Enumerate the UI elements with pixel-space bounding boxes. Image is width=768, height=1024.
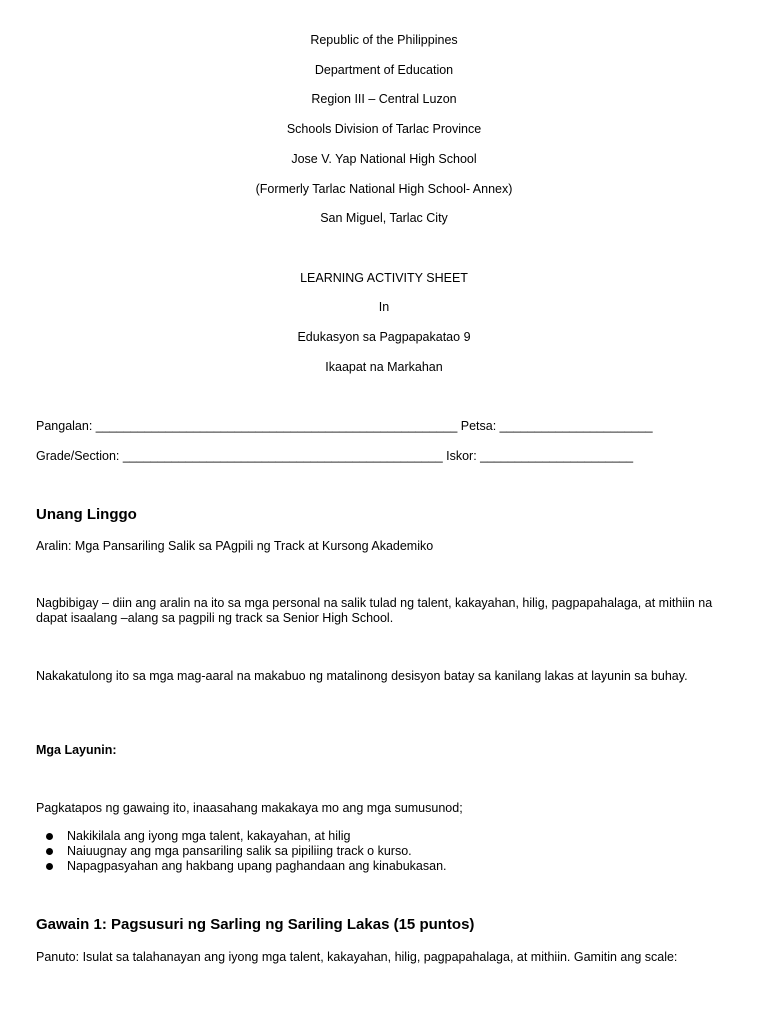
header-line-formerly: (Formerly Tarlac National High School- Annex) [255,182,513,196]
title-in: In [378,300,390,314]
list-item [36,829,447,844]
header-line-division: Schools Division of Tarlac Province [286,122,482,136]
list-item-text: Naiuugnay ang mga pansariling salik sa pipiliing track o kurso. [67,844,412,858]
paragraph-nakakatulong: Nakakatulong ito sa mga mag-aaral na makabuo ng matalinong desisyon batay sa kanilang lakas at layunin sa buhay. [36,669,688,683]
title-subject: Edukasyon sa Pagpapakatao 9 [297,330,471,344]
aralin-line: Aralin: Mga Pansariling Salik sa PAgpili ng Track at Kursong Akademiko [36,539,434,553]
paragraph-nagbibigay: Nagbibigay – diin ang aralin na ito sa mga personal na salik tulad ng talent, kakayahan, hilig, pagpapahalaga, at mithiin na dapat isaalang –alang sa pagpili ng track sa Senior High School. [36,596,713,625]
list-item-text: Napagpasyahan ang hakbang upang paghandaan ang kinabukasan. [67,859,447,873]
layunin-heading: Mga Layunin: [36,743,117,757]
header-line-school: Jose V. Yap National High School [291,152,477,166]
section-heading-unang-linggo: Unang Linggo [36,506,137,523]
layunin-list [36,829,447,874]
title-quarter: Ikaapat na Markahan [325,360,443,374]
header-line-deped: Department of Education [314,63,454,77]
bullet-icon [46,833,53,840]
header-line-address: San Miguel, Tarlac City [320,211,448,225]
gawain1-panuto: Panuto: Isulat sa talahanayan ang iyong mga talent, kakayahan, hilig, pagpapahalaga, at mithiin. Gamitin ang scale: [36,950,678,964]
gawain1-heading: Gawain 1: Pagsusuri ng Sarling ng Sariling Lakas (15 puntos) [36,916,475,933]
field-grade-score: Grade/Section: ______________________________________________ Iskor: ______________________ [36,449,634,463]
field-name-date: Pangalan: ____________________________________________________ Petsa: ______________________ [36,419,653,433]
header-line-region: Region III – Central Luzon [311,92,457,106]
bullet-icon [46,848,53,855]
title-learning-activity-sheet: LEARNING ACTIVITY SHEET [300,271,468,285]
header-line-republic: Republic of the Philippines [310,33,458,47]
list-item-text: Nakikilala ang iyong mga talent, kakayahan, at hilig [67,829,351,843]
bullet-icon [46,863,53,870]
list-item [36,859,447,874]
list-item [36,844,447,859]
layunin-intro: Pagkatapos ng gawaing ito, inaasahang makakaya mo ang mga sumusunod; [36,801,463,815]
